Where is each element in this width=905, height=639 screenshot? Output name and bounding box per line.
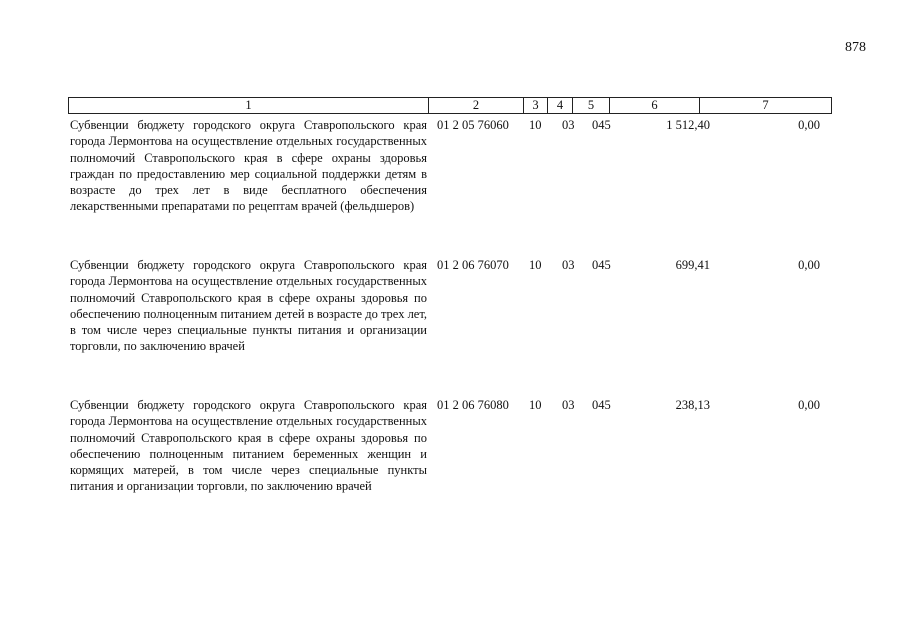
row-col5: 045 (592, 258, 611, 272)
page-number: 878 (845, 40, 866, 55)
row-col7: 0,00 (798, 118, 820, 132)
row-col4: 03 (562, 398, 575, 412)
row-col3: 10 (529, 118, 542, 132)
row-description: Субвенции бюджету городского округа Ставропольского края города Лермонтова на осуществление отдельных государственных полномочий Ставропольского края в сфере охраны здоровья граждан по предоставлению мер социальной поддержки детям в возрасте до трех лет в виде бесплатного обеспечения лекарственными препаратами по рецептам врачей (фельдшеров) (70, 118, 427, 214)
row-col6: 238,13 (675, 398, 710, 412)
header-col-7: 7 (700, 98, 832, 114)
row-col3: 10 (529, 398, 542, 412)
header-col-3: 3 (524, 98, 548, 114)
row-col7: 0,00 (798, 398, 820, 412)
row-col5: 045 (592, 398, 611, 412)
row-code: 01 2 06 76070 (437, 258, 509, 272)
row-col4: 03 (562, 258, 575, 272)
header-col-2: 2 (429, 98, 524, 114)
header-col-6: 6 (610, 98, 700, 114)
header-col-4: 4 (548, 98, 573, 114)
row-col6: 699,41 (675, 258, 710, 272)
row-description: Субвенции бюджету городского округа Ставропольского края города Лермонтова на осуществление отдельных государственных полномочий Ставропольского края в сфере охраны здоровья по обеспечению полноценным питанием беременных женщин и кормящих матерей, в том числе через специальные пункты питания и организации торговли, по заключению врачей (70, 398, 427, 494)
row-code: 01 2 05 76060 (437, 118, 509, 132)
row-code: 01 2 06 76080 (437, 398, 509, 412)
row-col7: 0,00 (798, 258, 820, 272)
row-description: Субвенции бюджету городского округа Ставропольского края города Лермонтова на осуществление отдельных государственных полномочий Ставропольского края в сфере охраны здоровья по обеспечению полноценным питанием детей в возрасте до трех лет, в том числе через специальные пункты питания и организации торговли, по заключению врачей (70, 258, 428, 354)
header-col-5: 5 (573, 98, 610, 114)
table-header (68, 97, 832, 114)
row-col4: 03 (562, 118, 575, 132)
row-col6: 1 512,40 (666, 118, 710, 132)
row-col3: 10 (529, 258, 542, 272)
header-col-1: 1 (69, 98, 429, 114)
row-col5: 045 (592, 118, 611, 132)
